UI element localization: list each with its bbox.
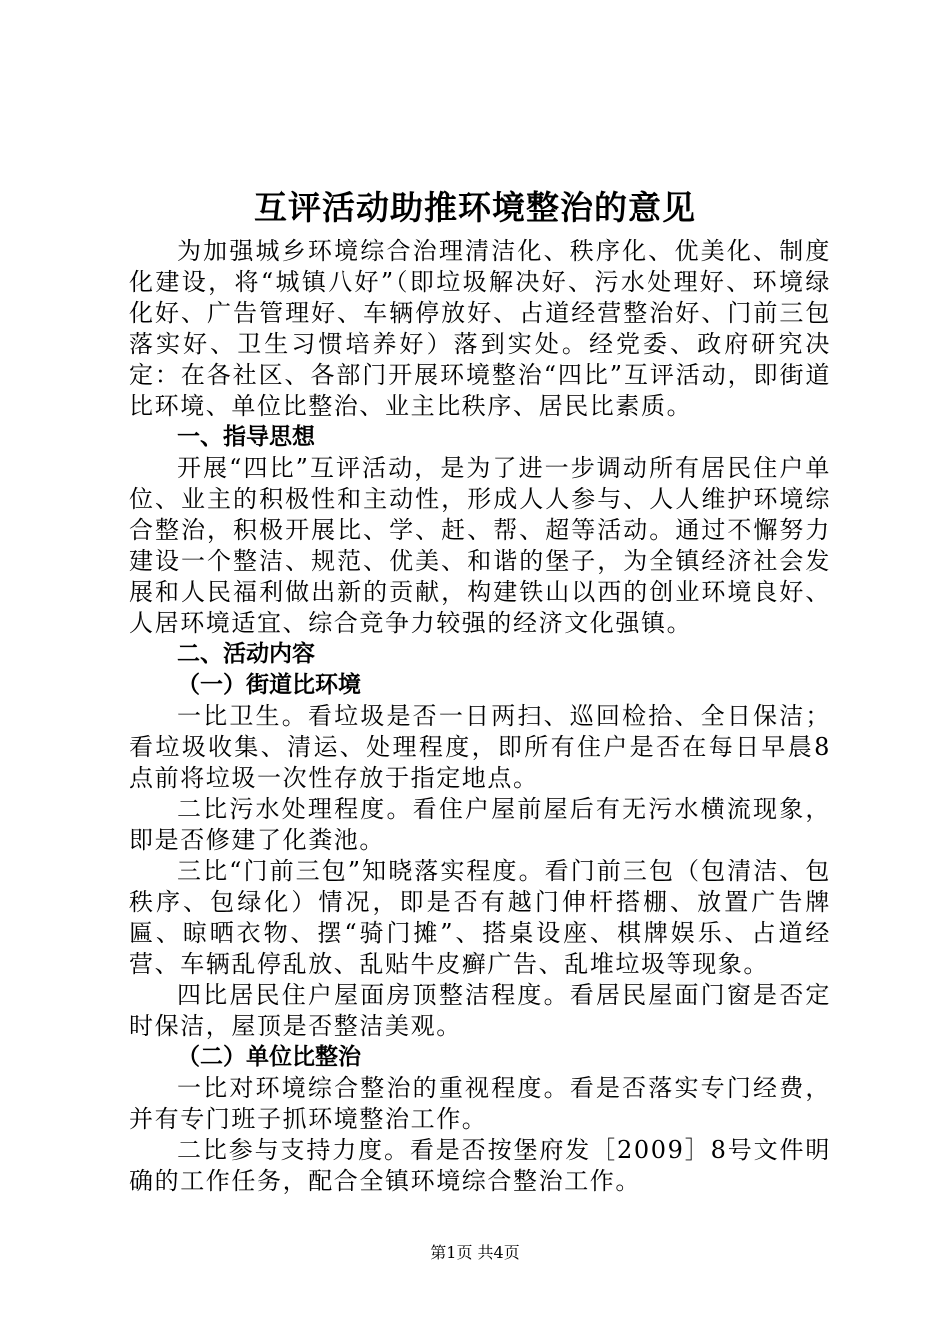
document-body: [129, 236, 831, 1197]
section-heading-activity-content: 二、活动内容: [177, 641, 315, 667]
document-title: 互评活动助推环境整治的意见: [254, 188, 696, 227]
page-number-footer: 第1页 共4页: [430, 1243, 520, 1262]
unit-item-support: 二比参与支持力度。看是否按堡府发［2009］8号文件明确的工作任务，配合全镇环境综合整治工作。: [129, 1136, 831, 1195]
intro-paragraph: 为加强城乡环境综合治理清洁化、秩序化、优美化、制度化建设，将“城镇八好”（即垃圾解决好、污水处理好、环境绿化好、广告管理好、车辆停放好、占道经营整治好、门前三包落实好、卫生习惯培养好）落到实处。经党委、政府研究决定：在各社区、各部门开展环境整治“四比”互评活动，即街道比环境、单位比整治、业主比秩序、居民比素质。: [129, 237, 831, 420]
street-item-three-guarantees: 三比“门前三包”知晓落实程度。看门前三包（包清洁、包秩序、包绿化）情况，即是否有越门伸杆搭棚、放置广告牌匾、晾晒衣物、摆“骑门摊”、搭桌设座、棋牌娱乐、占道经营、车辆乱停乱放、乱贴牛皮癣广告、乱堆垃圾等现象。: [129, 857, 831, 978]
street-item-rooftops: 四比居民住户屋面房顶整洁程度。看居民屋面门窗是否定时保洁，屋顶是否整洁美观。: [129, 981, 831, 1040]
section-heading-guiding-ideology: 一、指导思想: [177, 424, 315, 450]
street-item-sewage: 二比污水处理程度。看住户屋前屋后有无污水横流现象，即是否修建了化粪池。: [129, 795, 831, 854]
guiding-ideology-paragraph: 开展“四比”互评活动，是为了进一步调动所有居民住户单位、业主的积极性和主动性，形成人人参与、人人维护环境综合整治，积极开展比、学、赶、帮、超等活动。通过不懈努力建设一个整洁、规范、优美、和谐的堡子，为全镇经济社会发展和人民福利做出新的贡献，构建铁山以西的创业环境良好、人居环境适宜、综合竞争力较强的经济文化强镇。: [129, 454, 831, 637]
subheading-street-environment: （一）街道比环境: [177, 672, 361, 698]
subheading-unit-rectification: （二）单位比整治: [177, 1044, 361, 1070]
unit-item-attention: 一比对环境综合整治的重视程度。看是否落实专门经费，并有专门班子抓环境整治工作。: [129, 1074, 831, 1133]
street-item-hygiene: 一比卫生。看垃圾是否一日两扫、巡回检拾、全日保洁；看垃圾收集、清运、处理程度，即所有住户是否在每日早晨8点前将垃圾一次性存放于指定地点。: [129, 702, 831, 792]
